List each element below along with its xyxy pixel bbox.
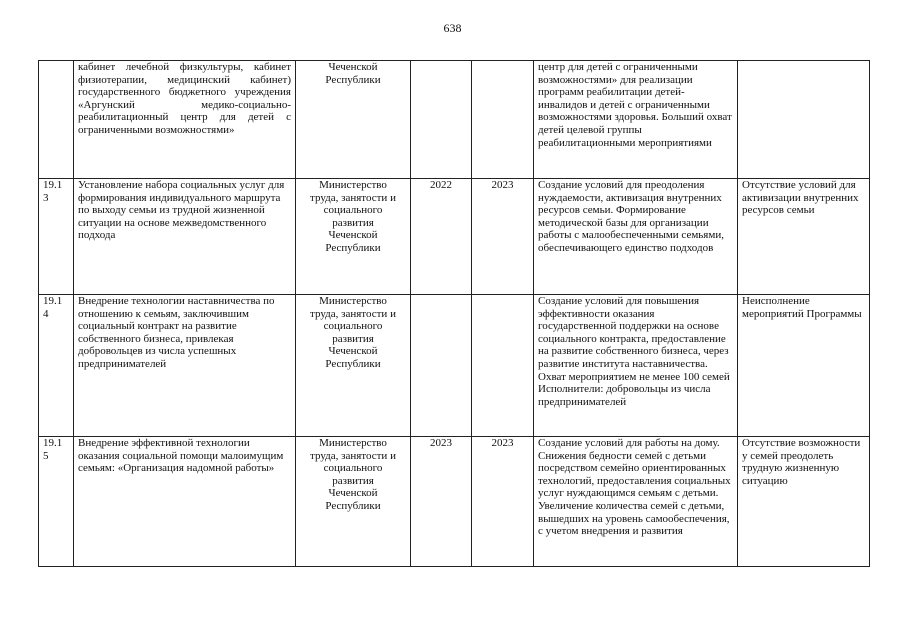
start-year-cell: 2023 [411, 437, 472, 567]
measure-name-cell: Установление набора социальных услуг для формирования индивидуального маршрута по выходу семьи из трудной жизненной ситуации на основе межведомственного подхода [74, 179, 296, 295]
measure-name-cell: Внедрение технологии наставничества по отношению к семьям, заключившим социальный контракт на развитие собственного бизнеса, привлекая добровольцев из числа успешных предпринимателей [74, 295, 296, 437]
measures-table [38, 60, 870, 567]
expected-result-cell: Создание условий для работы на дому. Снижения бедности семей с детьми посредством семейно ориентированных технологий, предоставления социальных услуг нуждающимся семьям с детьми. Увеличение количества семей с детьми, вышедших на уровень самообеспечения, с учетом внедрения и развития [534, 437, 738, 567]
expected-result-cell: Создание условий для повышения эффективности оказания государственной поддержки на основе социального контракта, предоставление на развитие собственного бизнеса, через развитие института наставничества. Охват мероприятием не менее 100 семей Исполнители: добровольцы из числа предпринимателей [534, 295, 738, 437]
responsible-org-cell: Министерство труда, занятости и социального развития Чеченской Республики [296, 437, 411, 567]
responsible-org-cell: Чеченской Республики [296, 61, 411, 179]
measure-name-cell: кабинет лечебной физкультуры, кабинет физиотерапии, медицинский кабинет) государственного бюджетного учреждения «Аргунский медико-социально-реабилитационный центр для детей с ограниченными возможностями» [74, 61, 296, 179]
responsible-org-cell: Министерство труда, занятости и социального развития Чеченской Республики [296, 295, 411, 437]
start-year-cell: 2022 [411, 179, 472, 295]
table-row [39, 179, 870, 295]
page-number: 638 [443, 21, 462, 35]
row-number-cell: 19.1 5 [39, 437, 74, 567]
table-row [39, 295, 870, 437]
expected-result-cell: Создание условий для преодоления нуждаемости, активизация внутренних ресурсов семьи. Формирование методической базы для организации работы с малообеспеченными семьями, обеспечивающего единство подходов [534, 179, 738, 295]
row-number-cell: 19.1 3 [39, 179, 74, 295]
row-number-cell: 19.1 4 [39, 295, 74, 437]
table-row [39, 437, 870, 567]
end-year-cell [472, 295, 534, 437]
end-year-cell: 2023 [472, 179, 534, 295]
measure-name-cell: Внедрение эффективной технологии оказания социальной помощи малоимущим семьям: «Организация надомной работы» [74, 437, 296, 567]
row-number-cell [39, 61, 74, 179]
table-row [39, 61, 870, 179]
expected-result-cell: центр для детей с ограниченными возможностями» для реализации программ реабилитации детей-инвалидов и детей с ограниченными возможностями здоровья. Больший охват детей целевой группы реабилитационными мероприятиями [534, 61, 738, 179]
risk-cell: Неисполнение мероприятий Программы [738, 295, 870, 437]
responsible-org-cell: Министерство труда, занятости и социального развития Чеченской Республики [296, 179, 411, 295]
risk-cell [738, 61, 870, 179]
risk-cell: Отсутствие условий для активизации внутренних ресурсов семьи [738, 179, 870, 295]
start-year-cell [411, 61, 472, 179]
risk-cell: Отсутствие возможности у семей преодолеть трудную жизненную ситуацию [738, 437, 870, 567]
start-year-cell [411, 295, 472, 437]
end-year-cell [472, 61, 534, 179]
end-year-cell: 2023 [472, 437, 534, 567]
